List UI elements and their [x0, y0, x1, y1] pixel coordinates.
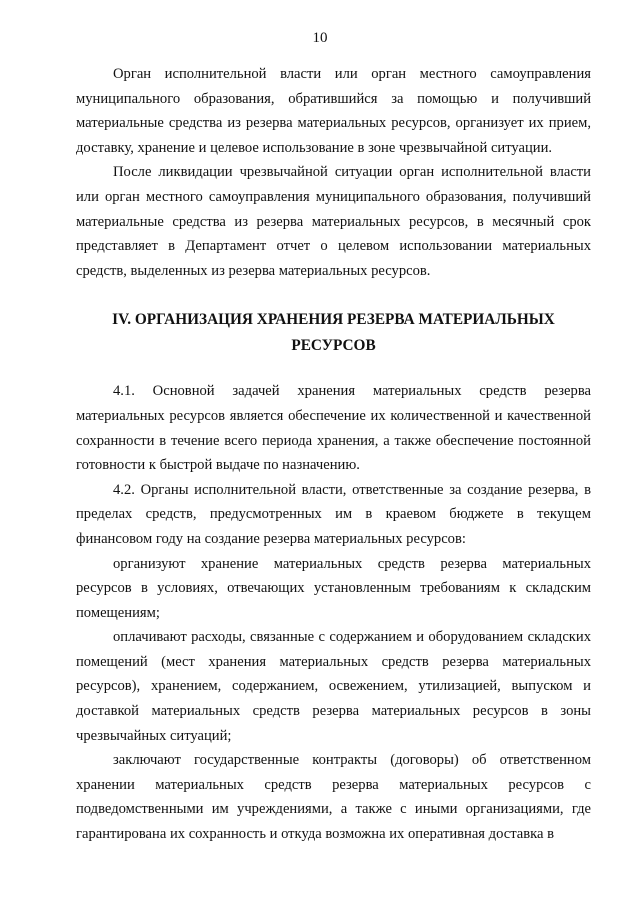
list-item-conclude-contracts: заключают государственные контракты (договоры) об ответственном хранении материальных средств резерва материальных ресурсов с подведомственными им учреждениями, а также с иными организациями, где гарантирована их сохранность и откуда возможна их оперативная доставка в — [76, 752, 591, 843]
paragraph-report-after-emergency: После ликвидации чрезвычайной ситуации орган исполнительной власти или орган местного самоуправления муниципального образования, получивший материальные средства из резерва материальных ресурсов, в месячный срок представляет в Департамент отчет о целевом использовании материальных средств, выделенных из резерва материальных ресурсов. — [76, 164, 591, 279]
paragraph-4-2: 4.2. Органы исполнительной власти, ответственные за создание резерва, в пределах средств, предусмотренных им в краевом бюджете в текущем финансовом году на создание резерва материальных ресурсов: — [76, 481, 591, 547]
paragraph-aid-recipient-duties: Орган исполнительной власти или орган местного самоуправления муниципального образования, обратившийся за помощью и получивший материальные средства из резерва материальных ресурсов, организует их прием, доставку, хранение и целевое использование в зоне чрезвычайной ситуации. — [76, 66, 591, 156]
section-heading: IV. ОРГАНИЗАЦИЯ ХРАНЕНИЯ РЕЗЕРВА МАТЕРИАЛЬНЫХ РЕСУРСОВ — [112, 311, 555, 355]
list-item-organize-storage: организуют хранение материальных средств резерва материальных ресурсов в условиях, отвечающих установленным требованиям к складским помещениям; — [76, 555, 591, 621]
page-number: 10 — [312, 30, 328, 46]
document-body — [76, 62, 591, 847]
list-item-pay-expenses: оплачивают расходы, связанные с содержанием и оборудованием складских помещений (мест хранения материальных средств резерва материальных ресурсов), хранением, содержанием, освежением, утилизацией, выпуском и доставкой материальных средств резерва материальных ресурсов в зоны чрезвычайных ситуаций; — [76, 629, 591, 744]
paragraph-4-1: 4.1. Основной задачей хранения материальных средств резерва материальных ресурсов является обеспечение их количественной и качественной сохранности в течение всего периода хранения, а также обеспечение постоянной готовности к быстрой выдаче по назначению. — [76, 383, 591, 474]
